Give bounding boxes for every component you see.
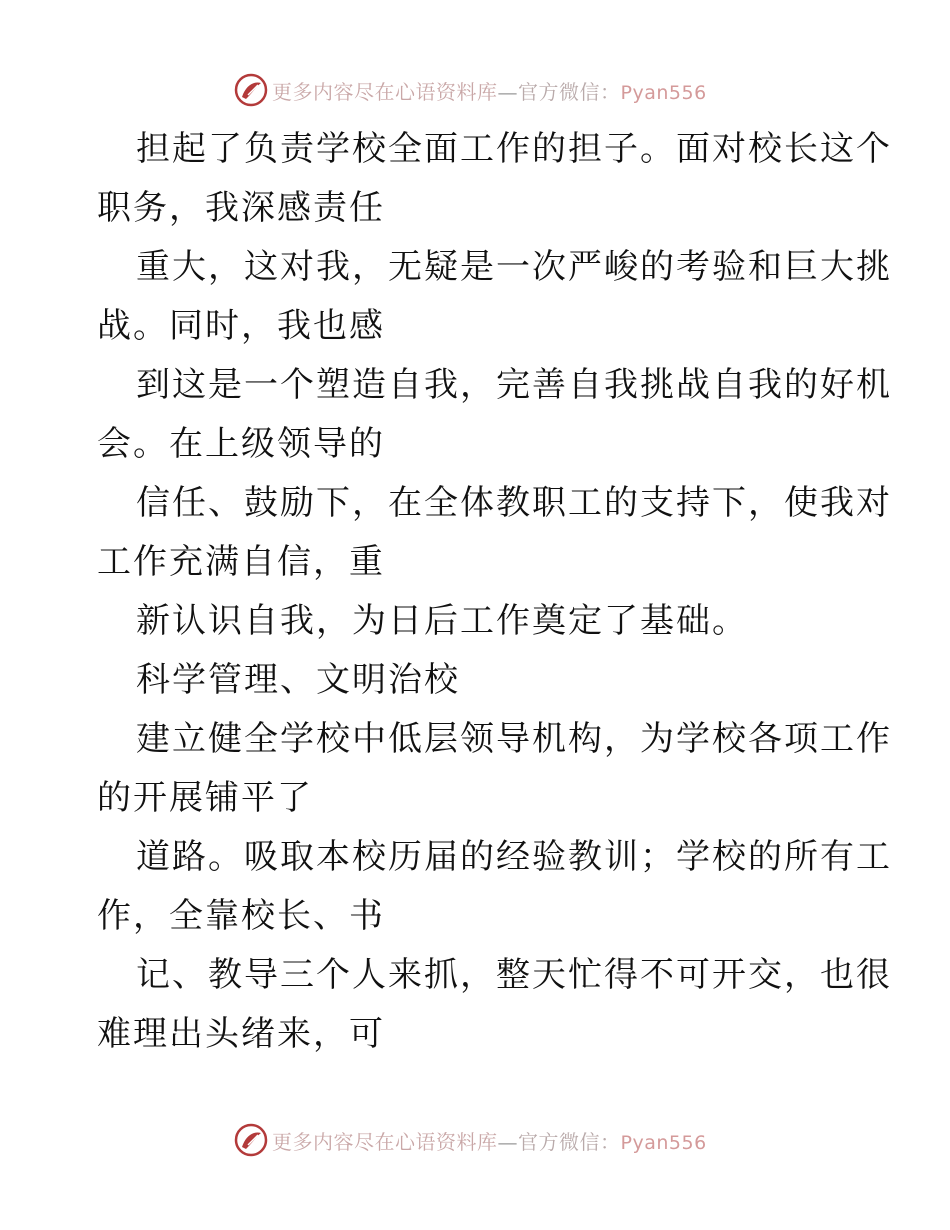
text-line: 记、教导三个人来抓，整天忙得不可开交，也很 xyxy=(136,955,892,995)
banner-site-name: 更多内容尽在心语资料库 xyxy=(272,79,498,104)
text-line: 科学管理、文明治校 xyxy=(136,660,460,700)
text-line: 道路。吸取本校历届的经验教训；学校的所有工 xyxy=(136,837,892,877)
banner-wechat-id: Pyan556 xyxy=(620,1131,707,1154)
footer-banner-text xyxy=(272,1126,707,1155)
text-line: 难理出头绪来，可 xyxy=(97,1014,385,1054)
text-line: 信任、鼓励下，在全体教职工的支持下，使我对 xyxy=(136,483,892,523)
text-line: 工作充满自信，重 xyxy=(97,542,385,582)
footer-banner xyxy=(0,1120,950,1160)
header-banner xyxy=(0,70,950,110)
document-body xyxy=(97,120,892,1064)
banner-dash: — xyxy=(497,79,518,104)
banner-dash: — xyxy=(497,1129,518,1154)
footer-banner-content xyxy=(234,1120,707,1160)
text-line: 职务，我深感责任 xyxy=(97,188,385,228)
header-banner-text xyxy=(272,76,707,105)
text-line: 到这是一个塑造自我，完善自我挑战自我的好机 xyxy=(136,365,892,405)
text-line: 战。同时，我也感 xyxy=(97,306,385,346)
text-line: 重大，这对我，无疑是一次严峻的考验和巨大挑 xyxy=(136,247,892,287)
banner-wechat-id: Pyan556 xyxy=(620,81,707,104)
brand-logo-icon xyxy=(234,1123,268,1157)
text-line: 作，全靠校长、书 xyxy=(97,896,385,936)
banner-site-name: 更多内容尽在心语资料库 xyxy=(272,1129,498,1154)
header-banner-content xyxy=(234,70,707,110)
text-line: 会。在上级领导的 xyxy=(97,424,385,464)
text-line: 建立健全学校中低层领导机构，为学校各项工作 xyxy=(136,719,892,759)
brand-logo-icon xyxy=(234,73,268,107)
banner-wechat-label: 官方微信： xyxy=(518,79,621,104)
text-line: 新认识自我，为日后工作奠定了基础。 xyxy=(136,601,748,641)
text-line: 担起了负责学校全面工作的担子。面对校长这个 xyxy=(136,129,892,169)
text-line: 的开展铺平了 xyxy=(97,778,313,818)
banner-wechat-label: 官方微信： xyxy=(518,1129,621,1154)
